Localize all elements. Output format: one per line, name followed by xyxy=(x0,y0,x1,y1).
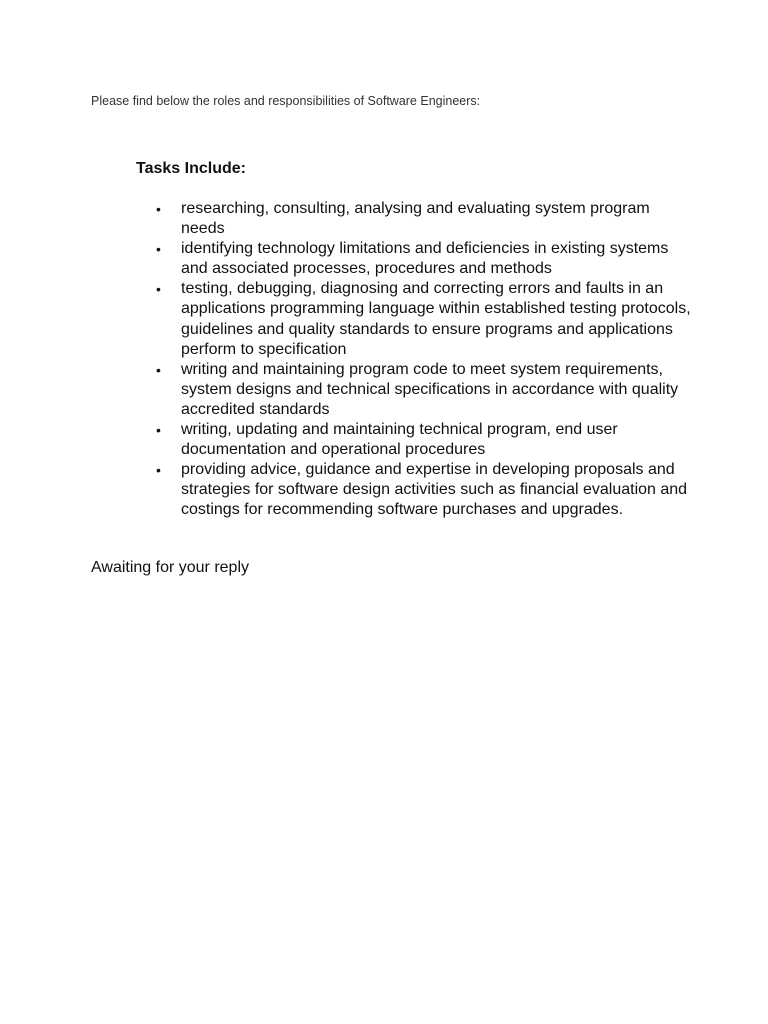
bullet-icon: • xyxy=(156,422,161,439)
task-text: writing, updating and maintaining technical program, end user documentation and operational procedures xyxy=(181,421,618,459)
task-text: writing and maintaining program code to meet system requirements, system designs and technical specifications in accordance with quality accredited standards xyxy=(181,360,679,418)
tasks-list xyxy=(136,199,696,521)
task-item xyxy=(136,199,696,239)
bullet-icon: • xyxy=(156,281,161,298)
tasks-heading: Tasks Include: xyxy=(136,160,246,177)
bullet-icon: • xyxy=(156,201,161,217)
task-item xyxy=(136,239,696,279)
task-item xyxy=(136,279,696,359)
bullet-icon: • xyxy=(156,241,161,258)
intro-text: Please find below the roles and responsibilities of Software Engineers: xyxy=(91,94,481,108)
task-text: providing advice, guidance and expertise in developing proposals and strategies for software design activities such as financial evaluation and costings for recommending software purchases and upgrades. xyxy=(181,461,688,519)
closing-text: Awaiting for your reply xyxy=(91,559,249,576)
task-item xyxy=(136,460,696,520)
task-text: testing, debugging, diagnosing and correcting errors and faults in an applications programming language within established testing protocols, guidelines and quality standards to ensure programs and applications perform to specification xyxy=(181,280,691,358)
task-text: identifying technology limitations and deficiencies in existing systems and associated processes, procedures and methods xyxy=(181,240,669,278)
task-text: researching, consulting, analysing and evaluating system program needs xyxy=(181,200,650,238)
bullet-icon: • xyxy=(156,462,161,479)
task-item xyxy=(136,360,696,420)
task-item xyxy=(136,420,696,460)
bullet-icon: • xyxy=(156,361,161,378)
